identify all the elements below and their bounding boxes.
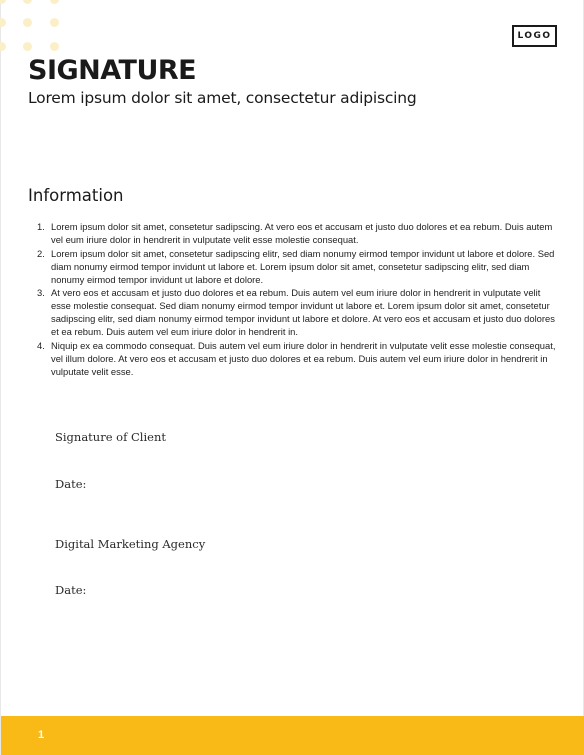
decorative-dot xyxy=(23,0,32,4)
list-item-number: 2. xyxy=(37,247,45,259)
list-item-number: 4. xyxy=(37,339,45,351)
decorative-dot xyxy=(50,0,59,4)
list-item-text: Lorem ipsum dolor sit amet, consetetur sadipscing elitr, sed diam nonumy eirmod tempor invidunt ut labore et dolore. Sed diam nonumy eirmod tempor invidunt ut labore et. Lorem ipsum dolor sit amet, consetetur sadipscing elitr, sed diam nonumy eirmod tempor invidunt ut labore et dolore. xyxy=(51,247,555,285)
information-heading: Information xyxy=(28,186,124,205)
agency-date-label: Date: xyxy=(55,583,87,597)
decorative-dot xyxy=(0,0,6,4)
decorative-dots xyxy=(1,0,71,56)
decorative-dot xyxy=(50,18,59,27)
list-item xyxy=(37,286,561,338)
decorative-dot xyxy=(0,18,6,27)
logo-text: LOGO xyxy=(517,31,552,41)
list-item xyxy=(37,339,561,378)
decorative-dot xyxy=(23,18,32,27)
page-number: 1 xyxy=(38,729,45,741)
list-item-number: 1. xyxy=(37,221,45,232)
decorative-dot xyxy=(23,42,32,51)
list-item-text: At vero eos et accusam et justo duo dolores et ea rebum. Duis autem vel eum iriure dolor in hendrerit in vulputate velit esse molestie consequat. Sed diam nonumy eirmod tempor invidunt ut labore et. Lorem ipsum dolor sit amet, consetetur sadipscing elitr, sed diam nonumy eirmod tempor invidunt ut labore et dolore. At vero eos et accusam et justo duo dolores et ea rebum. Duis autem vel eum iriure dolor in hendrerit in. xyxy=(51,287,555,337)
list-item-number: 3. xyxy=(37,287,45,298)
page-subtitle: Lorem ipsum dolor sit amet, consectetur adipiscing xyxy=(28,89,417,107)
client-signature-label: Signature of Client xyxy=(55,430,166,444)
decorative-dot xyxy=(0,42,6,51)
footer-bar xyxy=(1,716,584,755)
agency-signature-label: Digital Marketing Agency xyxy=(55,537,206,551)
page-title: SIGNATURE xyxy=(28,55,197,86)
logo xyxy=(512,25,557,47)
list-item xyxy=(37,220,561,246)
list-item-text: Lorem ipsum dolor sit amet, consetetur sadipscing. At vero eos et accusam et justo duo dolores et ea rebum. Duis autem vel eum iriure dolor in hendrerit in vulputate velit esse molestie consequat. xyxy=(51,221,553,245)
client-date-label: Date: xyxy=(55,477,87,491)
information-list xyxy=(37,220,561,378)
decorative-dot xyxy=(50,42,59,51)
list-item-text: Niquip ex ea commodo consequat. Duis autem vel eum iriure dolor in hendrerit in vulputate velit esse molestie consequat, vel illum dolore. At vero eos et accusam et justo duo dolores et ea rebum. Duis autem vel eum iriure dolor in hendrerit in vulputate velit esse. xyxy=(51,339,556,377)
list-item xyxy=(37,247,561,286)
